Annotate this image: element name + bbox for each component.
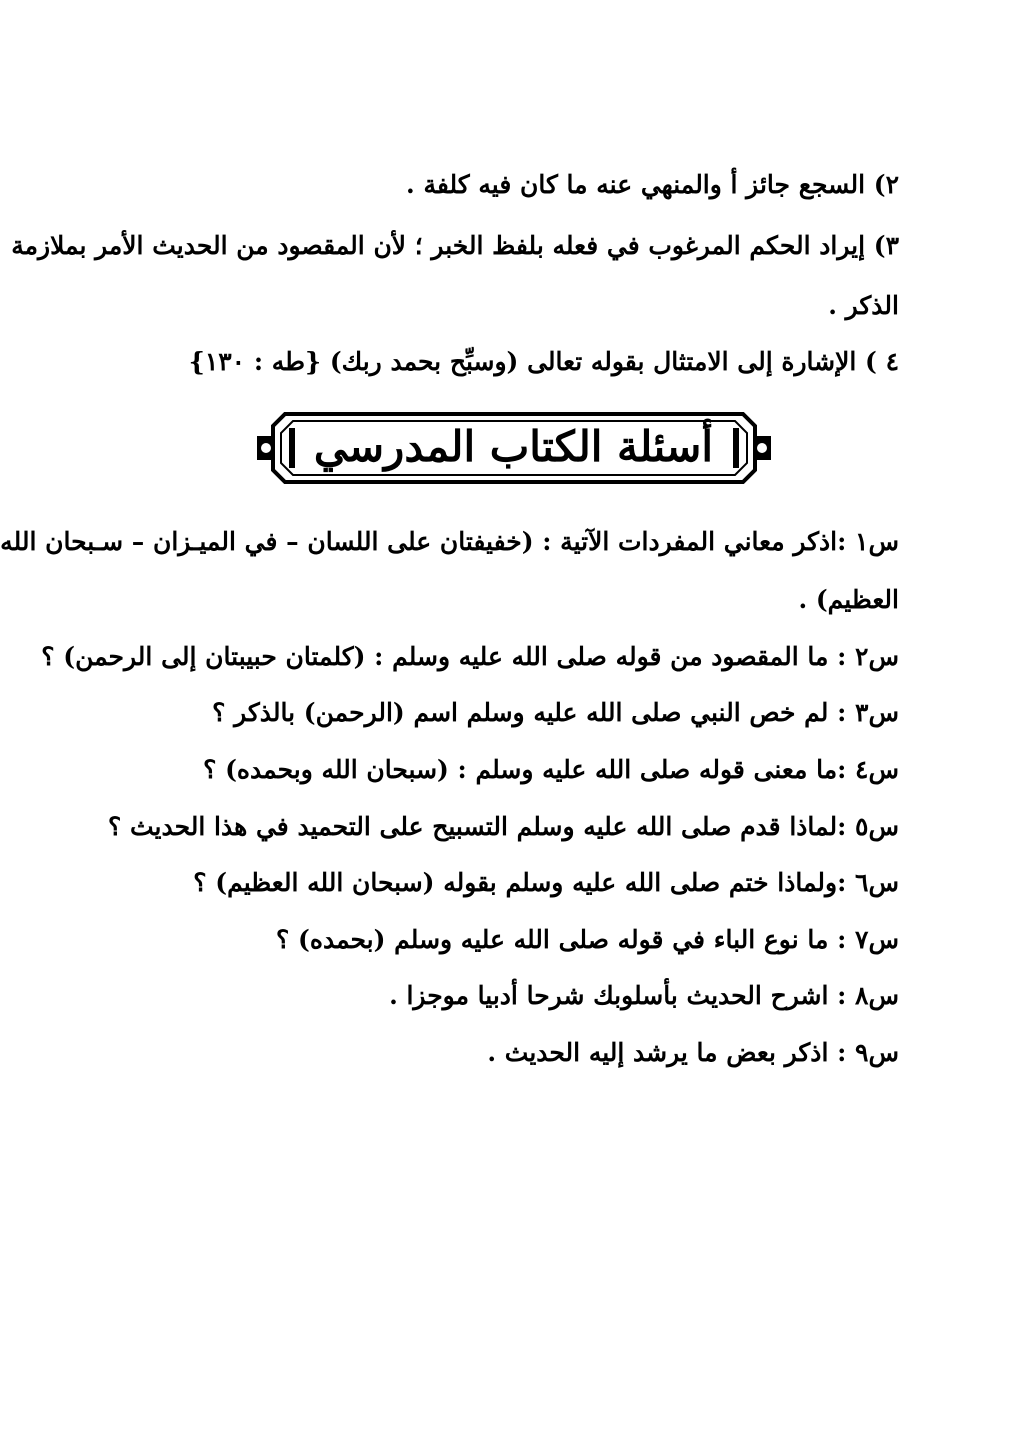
left-ornament — [257, 428, 295, 468]
intro-point-4: ٤ ) الإشارة إلى الامتثال بقوله تعالى (وسبِّح بحمد ربك) {طه : ١٣٠} — [188, 347, 899, 376]
question-3: س٣ : لم خص النبي صلى الله عليه وسلم اسم (الرحمن) بالذكر ؟ — [212, 698, 899, 727]
question-1-continued: العظيم) . — [798, 585, 899, 614]
section-title-banner — [255, 408, 773, 488]
question-5: س٥ :لماذا قدم صلى الله عليه وسلم التسبيح على التحميد في هذا الحديث ؟ — [108, 812, 899, 841]
question-2: س٢ : ما المقصود من قوله صلى الله عليه وسلم : (كلمتان حبيبتان إلى الرحمن) ؟ — [41, 642, 899, 671]
intro-point-3-continued: الذكر . — [828, 291, 899, 320]
question-7: س٧ : ما نوع الباء في قوله صلى الله عليه وسلم (بحمده) ؟ — [276, 925, 899, 954]
question-1: س١ :اذكر معاني المفردات الآتية : (خفيفتان على اللسان – في الميـزان – سـبحان الله — [0, 527, 899, 556]
question-8: س٨ : اشرح الحديث بأسلوبك شرحا أدبيا موجزا . — [389, 981, 899, 1010]
question-4: س٤ :ما معنى قوله صلى الله عليه وسلم : (سبحان الله وبحمده) ؟ — [203, 755, 899, 784]
question-6: س٦ :ولماذا ختم صلى الله عليه وسلم بقوله (سبحان الله العظيم) ؟ — [193, 868, 899, 897]
question-9: س٩ : اذكر بعض ما يرشد إليه الحديث . — [487, 1038, 899, 1067]
right-ornament — [733, 428, 771, 468]
intro-point-2: ٢) السجع جائز أ والمنهي عنه ما كان فيه كلفة . — [406, 170, 899, 199]
section-title: أسئلة الكتاب المدرسي — [313, 422, 713, 471]
intro-point-3: ٣) إيراد الحكم المرغوب في فعله بلفظ الخبر ؛ لأن المقصود من الحديث الأمر بملازمة — [11, 231, 899, 260]
